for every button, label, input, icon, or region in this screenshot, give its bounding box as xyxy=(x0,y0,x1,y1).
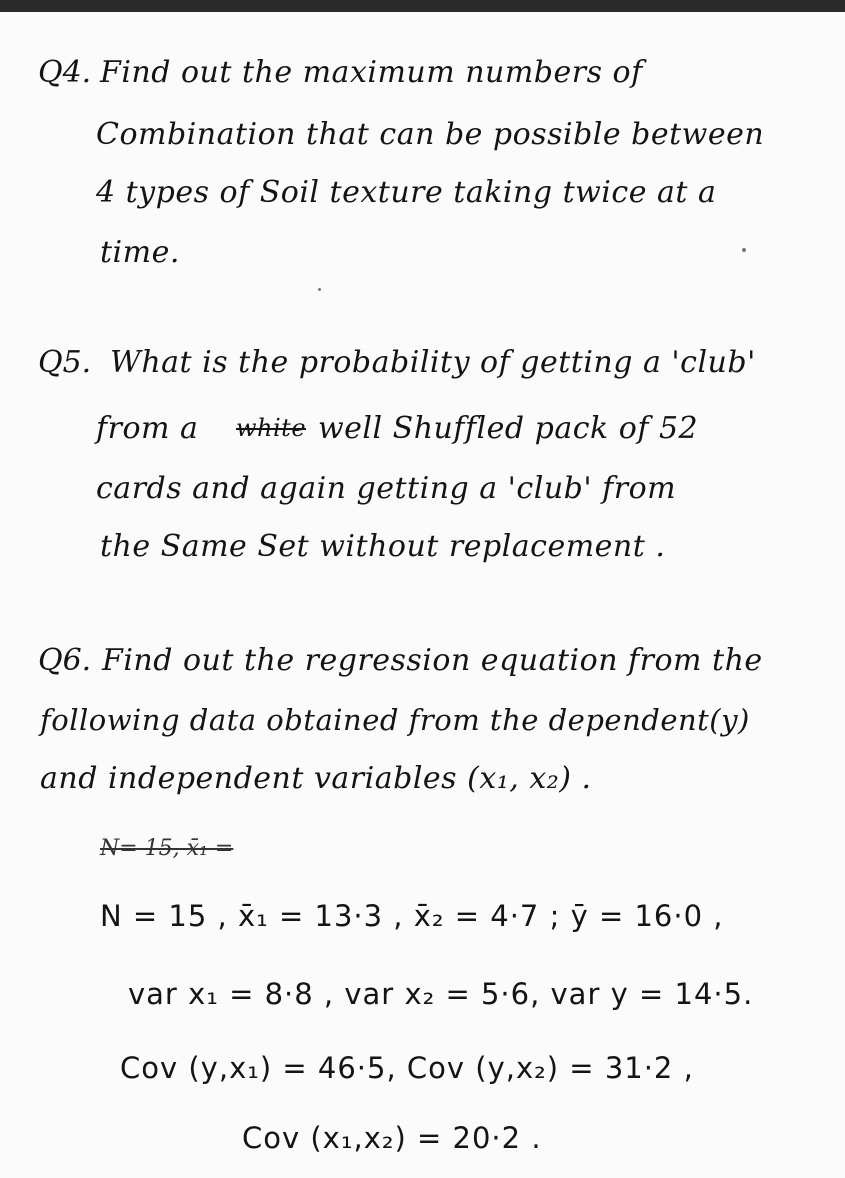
q6-data-line-4: Cov (x₁,x₂) = 20·2 . xyxy=(242,1121,542,1155)
q6-line-3: and independent variables (x₁, x₂) . xyxy=(40,761,592,796)
handwritten-page xyxy=(0,12,845,1178)
q4-line-4: time. xyxy=(100,235,180,270)
stray-dot xyxy=(318,288,321,291)
q5-line-2: well Shuffled pack of 52 xyxy=(318,411,699,446)
stray-dot xyxy=(742,248,746,252)
q5-line-1: What is the probability of getting a 'club' xyxy=(110,345,756,380)
q5-line-4: the Same Set without replacement . xyxy=(100,529,666,564)
q4-line-2: Combination that can be possible between xyxy=(96,117,765,152)
q6-data-line-3: Cov (y,x₁) = 46·5, Cov (y,x₂) = 31·2 , xyxy=(120,1051,694,1085)
q5-number: Q5. xyxy=(38,345,92,380)
q6-struck-note: N= 15, x̄₁ = xyxy=(100,836,234,861)
q4-line-1: Find out the maximum numbers of xyxy=(100,55,643,90)
q6-number: Q6. xyxy=(38,643,92,678)
top-bar xyxy=(0,0,845,12)
q5-line-2-prefix: from a xyxy=(96,411,199,446)
q4-line-3: 4 types of Soil texture taking twice at a xyxy=(96,175,717,210)
q6-data-line-1: N = 15 , x̄₁ = 13·3 , x̄₂ = 4·7 ; ȳ = 16·0 , xyxy=(100,899,724,933)
q6-line-1: Find out the regression equation from the xyxy=(102,643,763,678)
q6-data-line-2: var x₁ = 8·8 , var x₂ = 5·6, var y = 14·5. xyxy=(128,977,754,1011)
q5-line-3: cards and again getting a 'club' from xyxy=(96,471,677,506)
q6-line-2: following data obtained from the dependent(y) xyxy=(40,703,750,737)
q5-struck-word: white xyxy=(236,414,307,442)
q4-number: Q4. xyxy=(38,55,92,90)
